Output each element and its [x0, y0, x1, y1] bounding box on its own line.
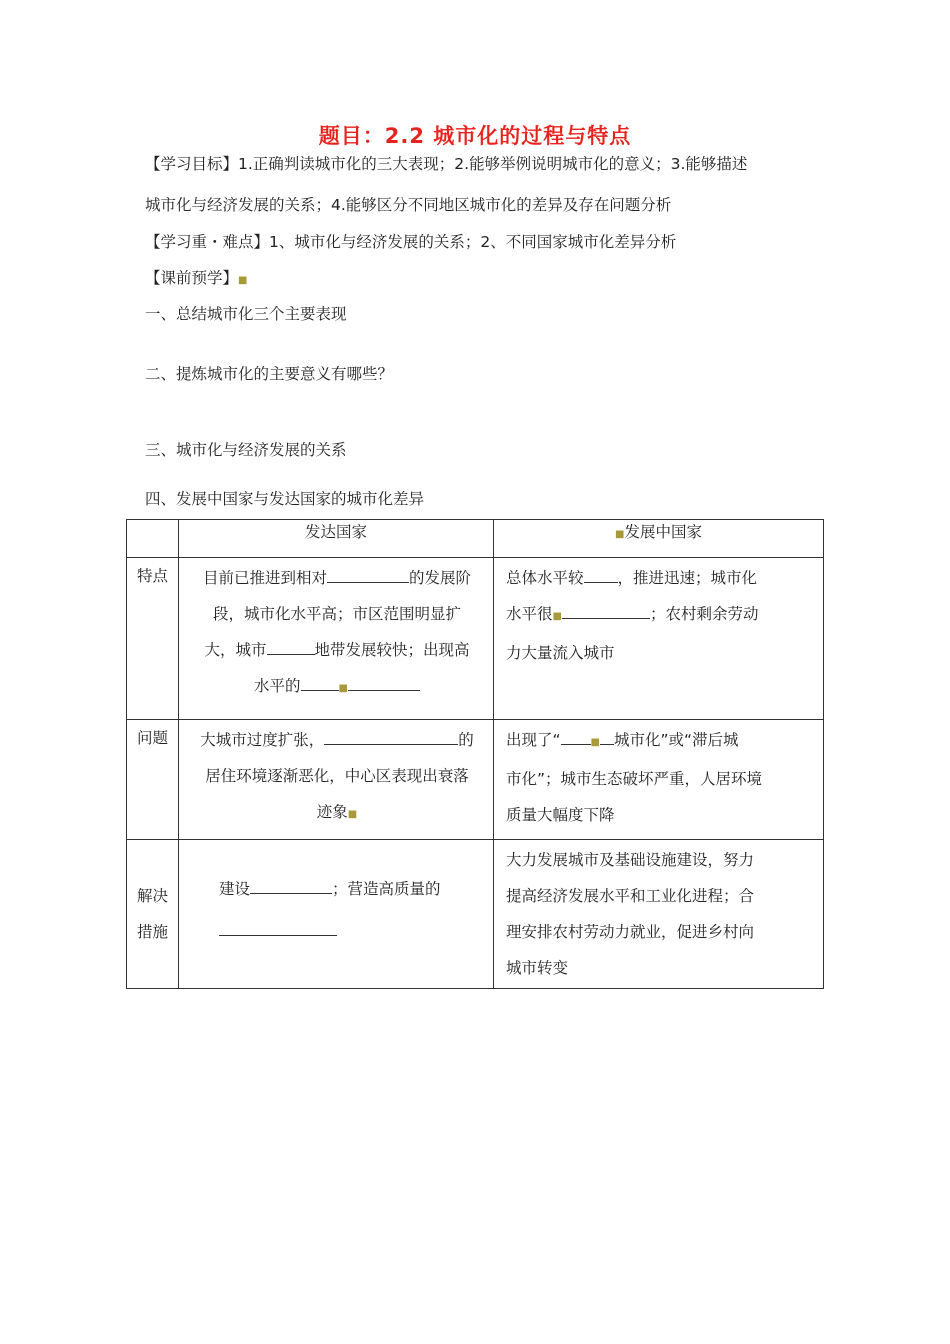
solutions-developed: 建设 ；营造高质量的	[179, 840, 494, 989]
table-row-features	[127, 558, 824, 720]
answer-blank[interactable]	[348, 676, 420, 691]
row-label-solutions: 解决 措施	[127, 840, 179, 989]
header-empty	[127, 520, 179, 558]
preview-heading: 【课前预学】■	[145, 269, 248, 287]
problems-developing: 出现了“ ■ 城市化”或“滞后城 市化”；城市生态破坏严重，人居环境 质量大幅度下降	[494, 720, 824, 840]
learning-objectives-line-1: 【学习目标】1.正确判读城市化的三大表现；2.能够举例说明城市化的意义；3.能够描述	[145, 155, 748, 173]
question-1: 一、总结城市化三个主要表现	[145, 305, 347, 323]
answer-blank[interactable]	[267, 640, 315, 655]
answer-blank[interactable]	[250, 879, 332, 894]
answer-blank[interactable]	[301, 676, 339, 691]
answer-blank[interactable]	[561, 730, 591, 745]
table-row-solutions	[127, 840, 824, 989]
answer-blank[interactable]	[219, 921, 337, 936]
table-header-row	[127, 520, 824, 558]
question-4: 四、发展中国家与发达国家的城市化差异	[145, 490, 425, 508]
features-developed: 目前已推进到相对 的发展阶 段，城市化水平高；市区范围明显扩 大，城市 地带发展较快；出现高 水平的 ■	[179, 558, 494, 720]
answer-blank[interactable]	[327, 568, 409, 583]
row-label-problems: 问题	[127, 720, 179, 840]
stray-dot: ■	[238, 275, 248, 286]
page-title: 题目：2.2 城市化的过程与特点	[318, 124, 632, 148]
question-3: 三、城市化与经济发展的关系	[145, 441, 347, 459]
table-row-problems	[127, 720, 824, 840]
answer-blank[interactable]	[600, 730, 614, 745]
question-2: 二、提炼城市化的主要意义有哪些？	[145, 365, 394, 383]
problems-developed: 大城市过度扩张， 的 居住环境逐渐恶化，中心区表现出衰落 迹象■	[179, 720, 494, 840]
learning-objectives-line-2: 城市化与经济发展的关系；4.能够区分不同地区城市化的差异及存在问题分析	[145, 196, 672, 214]
answer-blank[interactable]	[584, 568, 618, 583]
header-developed: 发达国家	[179, 520, 494, 558]
answer-blank[interactable]	[324, 730, 458, 745]
key-difficulties: 【学习重・难点】1、城市化与经济发展的关系；2、不同国家城市化差异分析	[145, 233, 677, 251]
answer-blank[interactable]	[562, 604, 650, 619]
row-label-features: 特点	[127, 558, 179, 720]
features-developing: 总体水平较 ，推进迅速；城市化 水平很■ ；农村剩余劳动 力大量流入城市	[494, 558, 824, 720]
solutions-developing: 大力发展城市及基础设施建设，努力 提高经济发展水平和工业化进程；合 理安排农村劳动力就业，促进乡村向 城市转变	[494, 840, 824, 989]
header-developing: ■发展中国家	[494, 520, 824, 558]
comparison-table	[126, 519, 824, 989]
